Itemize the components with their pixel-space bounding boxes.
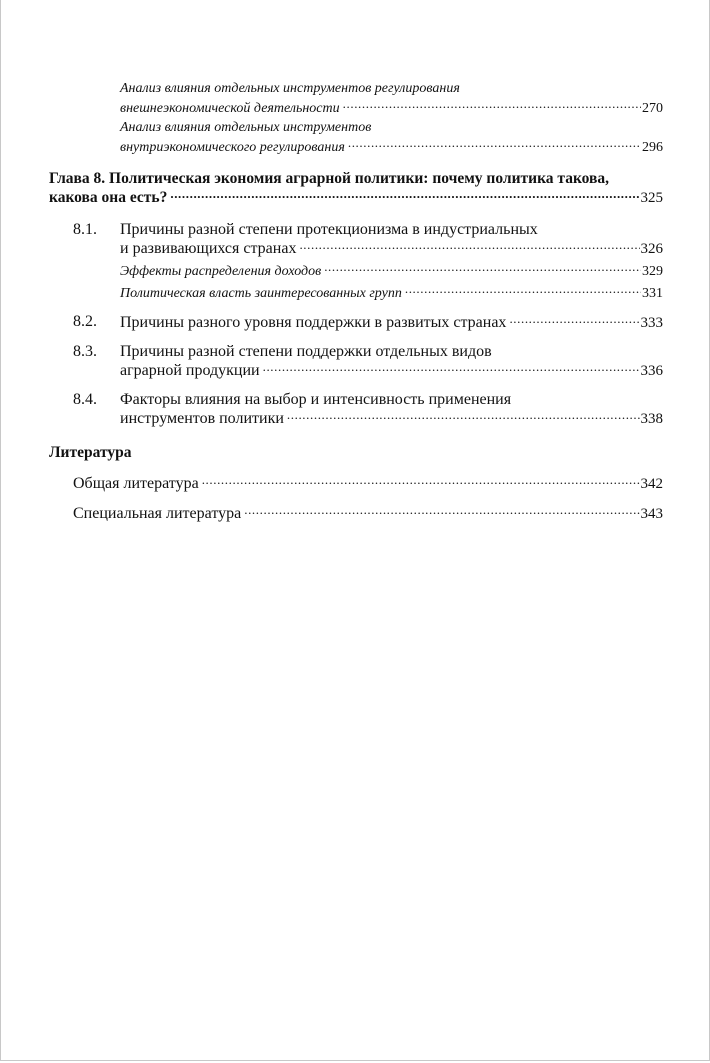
dot-leader — [405, 283, 641, 297]
dot-leader — [287, 409, 640, 423]
section-number: 8.1. — [73, 221, 97, 238]
page-number: 343 — [640, 506, 663, 522]
page-number: 342 — [640, 476, 663, 492]
toc-entry-income-distribution[interactable] — [120, 261, 663, 281]
toc-entry-8-1[interactable] — [120, 221, 663, 258]
page-number: 296 — [642, 140, 663, 155]
toc-entry-line: Факторы влияния на выбор и интенсивность применения — [120, 391, 512, 408]
toc-entry-8-3[interactable] — [120, 343, 663, 380]
page-number: 331 — [642, 286, 663, 301]
toc-entry-line: Анализ влияния отдельных инструментов — [120, 120, 372, 135]
toc-entry-special-literature[interactable] — [73, 504, 663, 523]
toc-entry-foreign-trade-regulation[interactable] — [120, 80, 663, 118]
toc-entry-line: Анализ влияния отдельных инструментов регулирования — [120, 81, 460, 96]
toc-entry-8-4[interactable] — [120, 391, 663, 428]
toc-entry-line: Эффекты распределения доходов — [120, 264, 322, 279]
toc-entry-line: и развивающихся странах — [120, 240, 297, 257]
section-number: 8.4. — [73, 391, 97, 408]
dot-leader — [170, 188, 639, 202]
page-number: 270 — [642, 101, 663, 116]
toc-entry-line: аграрной продукции — [120, 362, 260, 379]
dot-leader — [244, 504, 639, 518]
page-number: 336 — [640, 363, 663, 379]
toc-entry-line: Причины разной степени поддержки отдельных видов — [120, 343, 492, 360]
dot-leader — [299, 239, 639, 253]
toc-entry-line: Причины разной степени протекционизма в индустриальных — [120, 221, 538, 238]
toc-entry-line: Общая литература — [73, 475, 199, 492]
toc-entry-8-2[interactable] — [120, 313, 663, 332]
dot-leader — [202, 474, 640, 488]
chapter-title-line: какова она есть? — [49, 189, 168, 206]
chapter-title-line: Глава 8. Политическая экономия аграрной политики: почему политика такова, — [49, 170, 610, 187]
section-number: 8.3. — [73, 343, 97, 360]
toc-entry-line: внутриэкономического регулирования — [120, 140, 345, 155]
toc-entry-line: инструментов политики — [120, 410, 284, 427]
dot-leader — [324, 261, 641, 275]
page-number: 325 — [640, 190, 663, 206]
dot-leader — [343, 98, 641, 112]
dot-leader — [348, 137, 641, 151]
toc-entry-line: внешнеэкономической деятельности — [120, 101, 340, 116]
toc-entry-line: Специальная литература — [73, 505, 242, 522]
page-number: 338 — [640, 411, 663, 427]
toc-entry-domestic-regulation[interactable] — [120, 119, 663, 157]
toc-entry-interest-groups[interactable] — [120, 283, 663, 303]
section-number: 8.2. — [73, 313, 97, 330]
page-number: 326 — [640, 241, 663, 257]
page-number: 333 — [640, 315, 663, 331]
toc-entry-chapter-8[interactable] — [49, 170, 663, 207]
toc-entry-line: Причины разного уровня поддержки в развитых странах — [120, 314, 507, 331]
page-number: 329 — [642, 264, 663, 279]
toc-entry-line: Политическая власть заинтересованных групп — [120, 286, 402, 301]
dot-leader — [263, 361, 640, 375]
literature-heading: Литература — [49, 444, 132, 461]
toc-entry-general-literature[interactable] — [73, 474, 663, 493]
dot-leader — [509, 313, 639, 327]
